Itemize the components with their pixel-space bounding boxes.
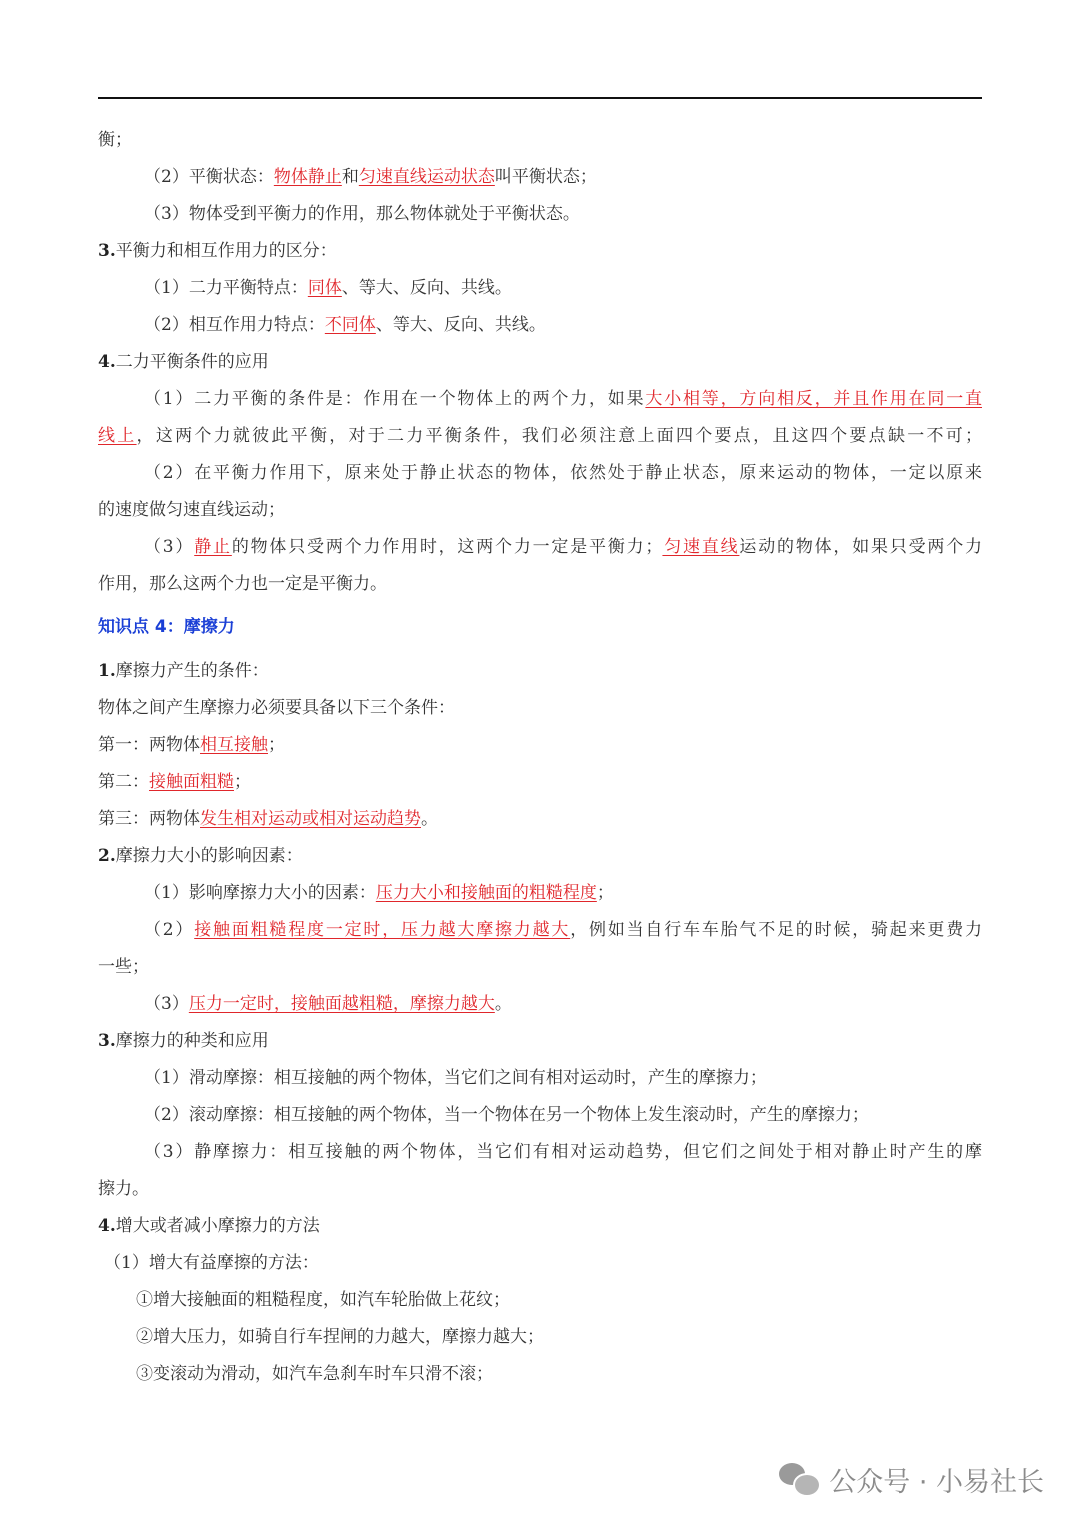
- section-heading: [98, 1208, 982, 1245]
- text: （3）: [144, 994, 189, 1014]
- text: ，这两个力就彼此平衡，对于二力平衡条件，我们必须注意上面四个要点，且这四个要点缺一不可；: [136, 426, 983, 446]
- text: 第三：两物体: [98, 809, 200, 829]
- text: 擦力。: [98, 1179, 149, 1199]
- text-line: [98, 1356, 982, 1393]
- section-title: 增大或者减小摩擦力的方法: [115, 1216, 320, 1236]
- text: （2）: [144, 920, 195, 940]
- section-number: 3.: [98, 241, 116, 261]
- text-line: [98, 875, 982, 912]
- text-line: [98, 1171, 982, 1208]
- header-rule: [98, 97, 982, 99]
- text: （3）: [144, 537, 195, 557]
- wechat-icon: [779, 1463, 819, 1497]
- section-heading: [98, 1023, 982, 1060]
- text: ①增大接触面的粗糙程度，如汽车轮胎做上花纹；: [136, 1290, 510, 1310]
- section-number: 4.: [98, 352, 116, 372]
- text-line: [98, 270, 982, 307]
- text-line: [98, 492, 982, 529]
- section-heading: [98, 233, 982, 270]
- text-line: [98, 1097, 982, 1134]
- document-body: [98, 122, 982, 1393]
- text-line: [98, 529, 982, 566]
- text: （1）影响摩擦力大小的因素：: [144, 883, 376, 903]
- text: 作用，那么这两个力也一定是平衡力。: [98, 574, 387, 594]
- key-term: 线上: [98, 426, 137, 446]
- text: ；: [234, 772, 251, 792]
- text: （1）增大有益摩擦的方法：: [104, 1253, 319, 1273]
- text: 第二：: [98, 772, 149, 792]
- section-number: 4.: [98, 1216, 116, 1236]
- section-heading: [98, 838, 982, 875]
- text: 运动的物体，如果只受两个力: [739, 537, 983, 557]
- knowledge-point-heading: [98, 603, 982, 653]
- key-term: 压力一定时，接触面越粗糙，摩擦力越大: [188, 994, 495, 1014]
- text: 第一：两物体: [98, 735, 200, 755]
- text: 和: [341, 167, 359, 187]
- text-line: [98, 159, 982, 196]
- watermark-text: 公众号 · 小易社长: [829, 1467, 1044, 1498]
- key-term: 同体: [307, 278, 342, 298]
- text-line: [98, 949, 982, 986]
- text-line: [98, 1282, 982, 1319]
- text-line: [98, 801, 982, 838]
- text-line: [98, 986, 982, 1023]
- text: 。: [421, 809, 438, 829]
- section-title: 摩擦力的种类和应用: [115, 1031, 269, 1051]
- text-line: [98, 1319, 982, 1356]
- text: （2）平衡状态：: [144, 167, 274, 187]
- section-number: 2.: [98, 846, 116, 866]
- text: （3）静摩擦力：相互接触的两个物体，当它们有相对运动趋势，但它们之间处于相对静止时产生的摩: [144, 1142, 982, 1162]
- key-term: 物体静止: [273, 167, 342, 187]
- text-line: [98, 1060, 982, 1097]
- text: （2）滚动摩擦：相互接触的两个物体，当一个物体在另一个物体上发生滚动时，产生的摩擦力；: [144, 1105, 869, 1125]
- text: 衡；: [98, 130, 132, 150]
- section-title: 摩擦力大小的影响因素：: [115, 846, 303, 866]
- text: 物体之间产生摩擦力必须要具备以下三个条件：: [98, 698, 455, 718]
- text-line: [98, 912, 982, 949]
- text-line: [98, 1245, 982, 1282]
- text-line: [98, 566, 982, 603]
- text: ，例如当自行车车胎气不足的时候，骑起来更费力: [570, 920, 983, 940]
- text: ；: [596, 883, 614, 903]
- key-term: 接触面粗糙: [149, 772, 234, 792]
- section-title: 摩擦力产生的条件：: [115, 661, 269, 681]
- text-line: [98, 1134, 982, 1171]
- text: （1）二力平衡特点：: [144, 278, 308, 298]
- section-heading: [98, 653, 982, 690]
- text-line: [98, 381, 982, 418]
- text: （2）在平衡力作用下，原来处于静止状态的物体，依然处于静止状态，原来运动的物体，一定以原来: [144, 463, 982, 483]
- key-term: 静止: [194, 537, 232, 557]
- text: 。: [494, 994, 512, 1014]
- section-title: 平衡力和相互作用力的区分：: [115, 241, 337, 261]
- section-title: 二力平衡条件的应用: [115, 352, 269, 372]
- text-line: [98, 455, 982, 492]
- text: 、等大、反向、共线。: [375, 315, 546, 335]
- section-number: 1.: [98, 661, 116, 681]
- text: （1）二力平衡的条件是：作用在一个物体上的两个力，如果: [144, 389, 646, 409]
- text-line: [98, 764, 982, 801]
- key-term: 相互接触: [200, 735, 268, 755]
- text: 一些；: [98, 957, 149, 977]
- watermark: [779, 1460, 1044, 1499]
- text-line: [98, 307, 982, 344]
- text: 、等大、反向、共线。: [341, 278, 512, 298]
- text: ；: [268, 735, 285, 755]
- key-term: 不同体: [324, 315, 376, 335]
- section-number: 3.: [98, 1031, 116, 1051]
- text: 的物体只受两个力作用时，这两个力一定是平衡力；: [231, 537, 663, 557]
- text: ②增大压力，如骑自行车捏闸的力越大，摩擦力越大；: [136, 1327, 544, 1347]
- key-term: 接触面粗糙程度一定时，压力越大摩擦力越大: [194, 920, 571, 940]
- text: （3）物体受到平衡力的作用，那么物体就处于平衡状态。: [144, 204, 580, 224]
- text: 叫平衡状态；: [494, 167, 597, 187]
- text-line: [98, 690, 982, 727]
- key-term: 匀速直线运动状态: [358, 167, 495, 187]
- text-line: [98, 418, 982, 455]
- text-line: [98, 727, 982, 764]
- key-term: 压力大小和接触面的粗糙程度: [375, 883, 597, 903]
- key-term: 大小相等，方向相反，并且作用在同一直: [645, 389, 982, 409]
- text: 的速度做匀速直线运动；: [98, 500, 285, 520]
- key-term: 发生相对运动或相对运动趋势: [200, 809, 421, 829]
- text-line: [98, 122, 982, 159]
- section-heading: [98, 344, 982, 381]
- knowledge-point-title: 知识点 4：摩擦力: [98, 617, 235, 637]
- key-term: 匀速直线: [662, 537, 740, 557]
- text-line: [98, 196, 982, 233]
- text: ③变滚动为滑动，如汽车急刹车时车只滑不滚；: [136, 1364, 493, 1384]
- text: （1）滑动摩擦：相互接触的两个物体，当它们之间有相对运动时，产生的摩擦力；: [144, 1068, 767, 1088]
- text: （2）相互作用力特点：: [144, 315, 325, 335]
